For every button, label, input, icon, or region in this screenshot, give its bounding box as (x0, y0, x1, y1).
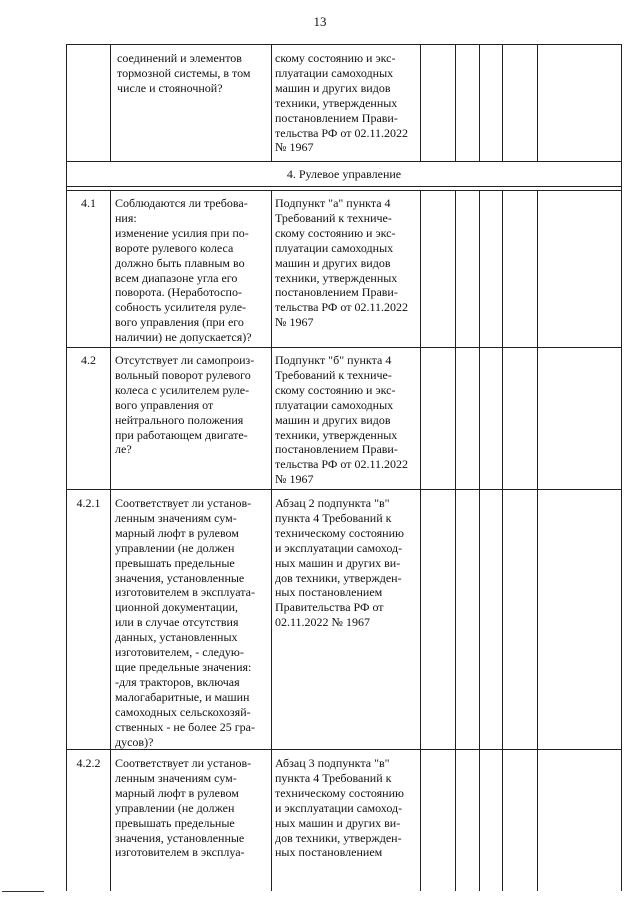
table-cell-question: Соблюдаются ли требова- ния: изменение усилия при по- вороте рулевого колеса должно быть плавным во всем диапазоне угла его поворота. (Неработоспо- собность усилителя руле- вого управления (при его наличии) не допускается)? (115, 196, 252, 345)
table-cell-number: 4.2.1 (76, 496, 101, 510)
table-cell-question: Соответствует ли установ- ленным значениям сум- марный люфт в рулевом управлении (не должен превышать предельные значения, установленные изготовителем в эксплуа- (115, 756, 252, 860)
table-cell-basis: скому состоянию и экс- плуатации самоходных машин и других видов техники, утвержденных постановлением Прави- тельства РФ от 02.11.2022 № 1967 (275, 51, 409, 155)
section-heading: 4. Рулевое управление (286, 167, 402, 181)
column-divider (479, 190, 480, 891)
row-divider (67, 186, 621, 187)
column-divider (455, 45, 456, 161)
column-divider (455, 190, 456, 891)
table-cell-basis: Подпункт "б" пункта 4 Требований к техниче- скому состоянию и экс- плуатации самоходных машин и других видов техники, утвержденных постановлением Прави- тельства РФ от 02.11.2022 № 1967 (275, 353, 409, 487)
table-cell-basis: Абзац 2 подпункта "в" пункта 4 Требований к техническому состоянию и эксплуатации самоход- ных машин и других ви- дов техники, утвержден- ных постановлением Правительства РФ от 02.11.2022 № 1967 (275, 496, 404, 630)
column-divider (271, 190, 272, 891)
table-cell-question: Отсутствует ли самопроиз- вольный поворот рулевого колеса с усилителем руле- вого управления от нейтрального положения при работающем двигате- ле? (115, 353, 255, 457)
column-divider (110, 45, 111, 161)
column-divider (502, 190, 503, 891)
table-cell-number: 4.2.2 (76, 756, 101, 770)
checklist-table (66, 44, 622, 891)
column-divider (479, 45, 480, 161)
table-cell-question: Соответствует ли установ- ленным значениям сум- марный люфт в рулевом управлении (не должен превышать предельные значения, установленные изготовителем в эксплуата- ционной документации, или в случае отсутствия данных, установленных изготовителем, - следую- щие предельные значения: -для тракторов, включая малогабаритные, и машин самоходных сельскохозяй- ственных - не более 25 гра- дусов)? (115, 496, 255, 749)
table-cell-basis: Абзац 3 подпункта "в" пункта 4 Требований к техническому состоянию и эксплуатации самоход- ных машин и других ви- дов техники, утвержден- ных постановлением (275, 756, 404, 860)
column-divider (537, 45, 538, 161)
column-divider (110, 190, 111, 891)
table-cell-question: соединений и элементов тормозной системы, в том числе и стояночной? (117, 51, 251, 95)
column-divider (537, 190, 538, 891)
page-number: 13 (313, 14, 327, 29)
table-cell-number: 4.1 (81, 196, 96, 210)
footnote-rule (2, 891, 44, 892)
table-cell-basis: Подпункт "а" пункта 4 Требований к техниче- скому состоянию и экс- плуатации самоходных машин и других видов техники, утвержденных постановлением Прави- тельства РФ от 02.11.2022 № 1967 (275, 196, 409, 330)
table-cell-number: 4.2 (81, 353, 96, 367)
column-divider (271, 45, 272, 161)
column-divider (420, 45, 421, 161)
column-divider (502, 45, 503, 161)
row-divider (67, 161, 621, 162)
column-divider (420, 190, 421, 891)
